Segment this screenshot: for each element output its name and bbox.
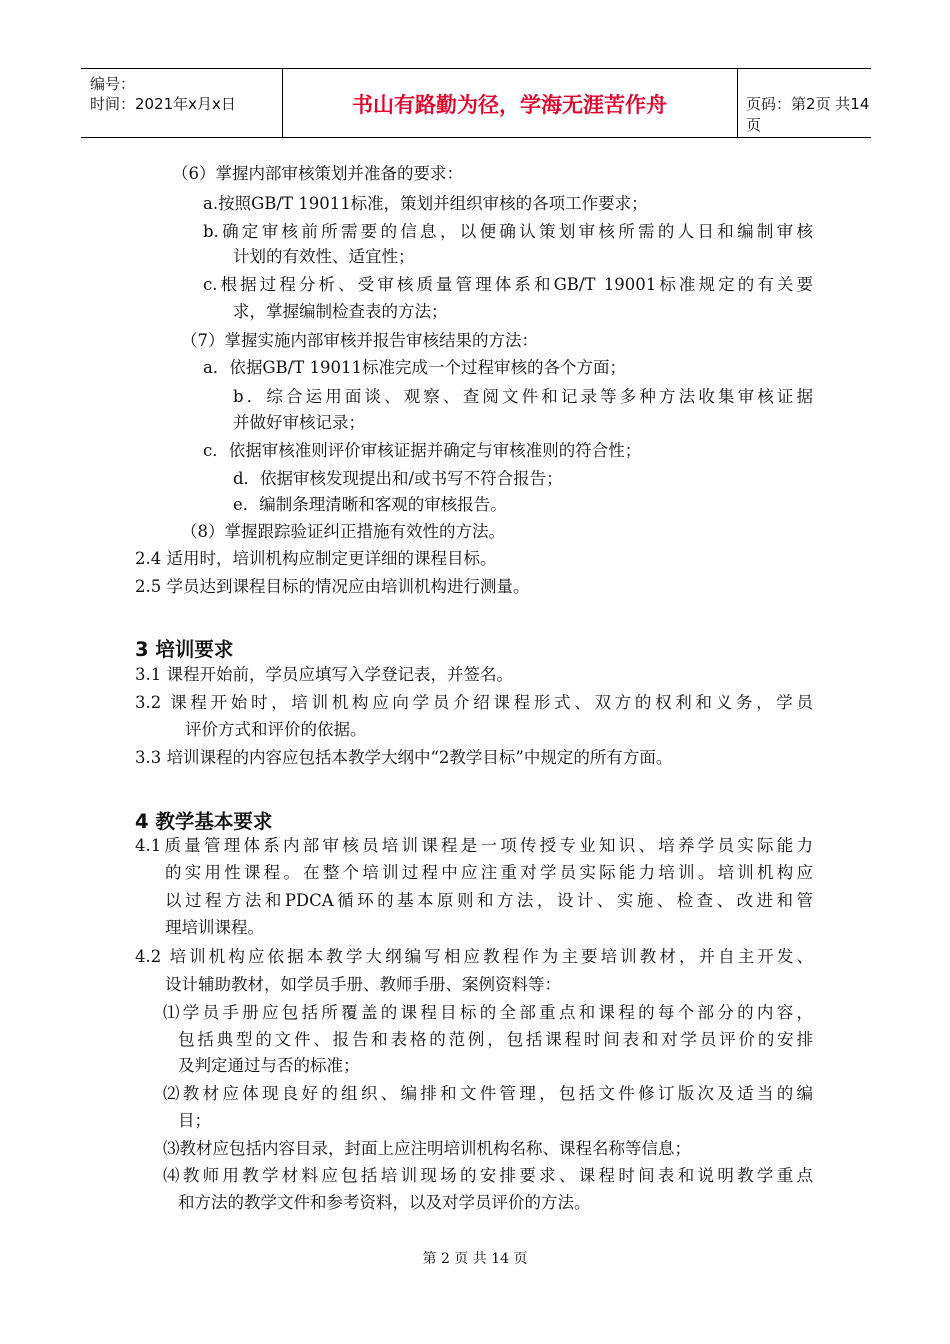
text-line: 求，掌握编制检查表的方法； — [233, 302, 448, 321]
text-line: ⑶教材应包括内容目录，封面上应注明培训机构名称、课程名称等信息； — [163, 1139, 691, 1158]
text-line: d．依据审核发现提出和/或书写不符合报告； — [233, 469, 563, 488]
text-line: （8）掌握跟踪验证纠正措施有效性的方法。 — [181, 522, 505, 541]
text-line: 3.1 课程开始前，学员应填写入学登记表，并签名。 — [135, 665, 513, 684]
text-line: 2.5 学员达到课程目标的情况应由培训机构进行测量。 — [135, 577, 530, 596]
doc-date-label: 时间：2021年x月x日 — [90, 95, 236, 113]
text-line: 评价方式和评价的依据。 — [185, 720, 367, 739]
text-line: 2.4 适用时，培训机构应制定更详细的课程目标。 — [135, 549, 497, 568]
text-line: 理培训课程。 — [165, 918, 264, 937]
text-line: 及判定通过与否的标准； — [178, 1056, 360, 1075]
text-line: ⑴学员手册应包括所覆盖的课程目标的全部重点和课程的每个部分的内容， — [163, 1003, 813, 1022]
text-line: 和方法的教学文件和参考资料，以及对学员评价的方法。 — [178, 1193, 591, 1212]
page-header — [81, 68, 871, 138]
text-line: ⑵教材应体现良好的组织、编排和文件管理，包括文件修订版次及适当的编 — [163, 1084, 813, 1103]
header-page-cell — [737, 69, 871, 137]
text-line: 目； — [178, 1111, 211, 1130]
header-slogan-cell — [282, 69, 738, 137]
text-line: e．编制条理清晰和客观的审核报告。 — [233, 495, 507, 514]
text-line: b.确定审核前所需要的信息，以便确认策划审核所需的人日和编制审核 — [203, 222, 813, 241]
text-line: 并做好审核记录； — [233, 413, 365, 432]
text-line: （7）掌握实施内部审核并报告审核结果的方法： — [181, 331, 538, 350]
text-line: 3.3 培训课程的内容应包括本教学大纲中“2教学目标”中规定的所有方面。 — [135, 748, 673, 767]
text-line: 4.2 培训机构应依据本教学大纲编写相应教程作为主要培训教材，并自主开发、 — [135, 947, 813, 966]
text-line: 3.2 课程开始时，培训机构应向学员介绍课程形式、双方的权利和义务，学员 — [135, 693, 813, 712]
text-line: c.根据过程分析、受审核质量管理体系和GB/T 19001标准规定的有关要 — [203, 275, 813, 294]
section-heading-4: 4 教学基本要求 — [135, 810, 273, 833]
text-line: 的实用性课程。在整个培训过程中应注重对学员实际能力培训。培训机构应 — [165, 863, 813, 882]
section-heading-3: 3 培训要求 — [135, 638, 234, 661]
text-line: b．综合运用面谈、观察、查阅文件和记录等多种方法收集审核证据 — [233, 387, 813, 406]
page-footer: 第 2 页 共 14 页 — [422, 1251, 528, 1267]
header-page-number: 页码：第2页 共14页 — [746, 95, 870, 134]
doc-number-label: 编号： — [90, 75, 136, 93]
header-slogan: 书山有路勤为径，学海无涯苦作舟 — [352, 93, 667, 117]
text-line: ⑷教师用教学材料应包括培训现场的安排要求、课程时间表和说明教学重点 — [163, 1166, 813, 1185]
text-line: 包括典型的文件、报告和表格的范例，包括课程时间表和对学员评价的安排 — [178, 1030, 813, 1049]
text-line: 计划的有效性、适宜性； — [233, 247, 415, 266]
text-line: 以过程方法和PDCA循环的基本原则和方法，设计、实施、检查、改进和管 — [165, 891, 813, 910]
header-meta-cell — [81, 69, 283, 137]
text-line: c．依据审核准则评价审核证据并确定与审核准则的符合性； — [203, 441, 642, 460]
text-line: 4.1质量管理体系内部审核员培训课程是一项传授专业知识、培养学员实际能力 — [135, 836, 813, 855]
text-line: （6）掌握内部审核策划并准备的要求： — [172, 164, 463, 183]
text-line: a．依据GB/T 19011标准完成一个过程审核的各个方面； — [203, 358, 626, 377]
text-line: 设计辅助教材，如学员手册、教师手册、案例资料等： — [165, 975, 561, 994]
text-line: a.按照GB/T 19011标准，策划并组织审核的各项工作要求； — [203, 194, 648, 213]
